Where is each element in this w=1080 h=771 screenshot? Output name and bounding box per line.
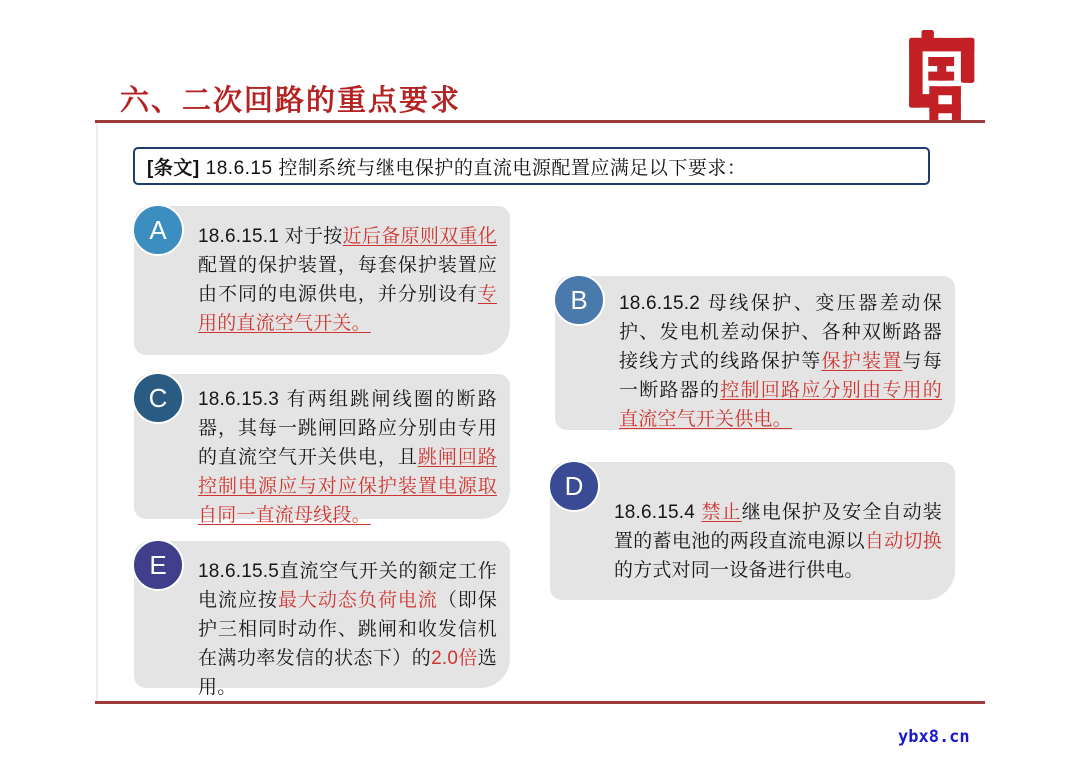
text-segment: （即保护三相同时动作、跳闸和收发信机在满功率发信的状态下）的 (198, 590, 497, 669)
left-margin-line (96, 123, 98, 702)
text-segment: 18.6.15.2 母线保护、变压器差动保护、发电机差动保护、各种双断路器接线方式的线路保护等 (619, 293, 942, 372)
text-segment: 配置的保护装置，每套保护装置应由不同的电源供电，并分别设有 (198, 255, 497, 305)
text-segment: 18.6.15.1 对于按 (198, 226, 343, 247)
text-segment: 选用。 (198, 648, 497, 698)
requirement-card-a (134, 206, 510, 355)
watermark: ybx8.cn (898, 727, 970, 747)
text-segment: 18.6.15.4 (614, 502, 702, 523)
card-badge-b: B (553, 274, 605, 326)
text-segment: 保护装置 (821, 351, 903, 372)
text-segment: 自动切换 (864, 531, 942, 552)
requirement-card-c (134, 374, 510, 526)
card-badge-e: E (132, 539, 184, 591)
clause-text: 18.6.15 控制系统与继电保护的直流电源配置应满足以下要求： (205, 157, 747, 179)
card-text-c (198, 385, 497, 530)
text-segment: 18.6.15.5直流空气开关的额定工作电流应按 (198, 561, 497, 611)
text-segment: 的方式对同一设备进行供电。 (614, 560, 864, 581)
page-title: 六、二次回路的重点要求 (120, 85, 462, 117)
clause-header-box (133, 147, 930, 185)
requirement-card-b (555, 276, 955, 430)
text-segment: 近后备原则双重化 (342, 226, 497, 247)
text-segment: 继电保护及安全自动装置的蓄电池的两段直流电源以 (614, 502, 942, 552)
card-badge-c: C (132, 372, 184, 424)
text-segment: 专用的直流空气开关。 (198, 284, 497, 334)
clause-tag: [条文] (147, 157, 200, 179)
text-segment: 控制回路应分别由专用的直流空气开关供电。 (619, 380, 942, 430)
card-text-b (619, 289, 942, 434)
text-segment: 禁止 (701, 502, 742, 523)
text-segment: 2.0倍 (431, 648, 478, 669)
card-badge-d: D (548, 460, 600, 512)
requirement-card-e (134, 541, 510, 698)
text-segment: 最大动态负荷电流 (277, 590, 438, 611)
text-segment: 18.6.15.3 有两组跳闸线圈的断路器，其每一跳闸回路应分别由专用的直流空气开关供电，且 (198, 389, 497, 468)
card-badge-a: A (132, 204, 184, 256)
text-segment: 与每一断路器的 (619, 351, 942, 401)
card-text-a (198, 222, 497, 338)
title-underline (95, 120, 985, 123)
bottom-rule (95, 701, 985, 704)
card-text-d (614, 498, 942, 585)
text-segment: 跳闸回路控制电源应与对应保护装置电源取自同一直流母线段。 (198, 447, 497, 526)
requirement-card-d (550, 462, 955, 600)
card-text-e (198, 557, 497, 702)
datang-logo-icon (905, 30, 983, 120)
